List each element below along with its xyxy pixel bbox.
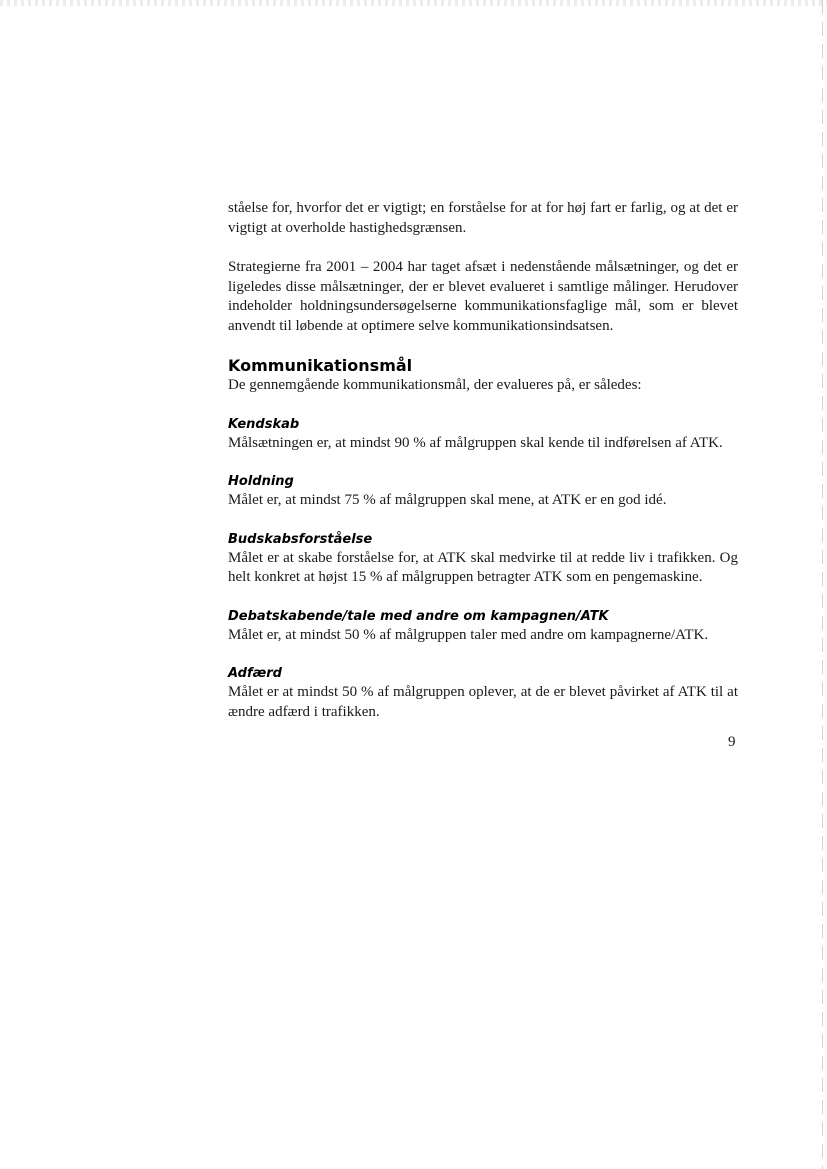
goal-text-budskabsforstaaelse: Målet er at skabe forståelse for, at ATK skal medvirke til at redde liv i trafikken. Og helt konkret at højst 15 % af målgruppen betragter ATK som en pengemaskine. bbox=[228, 549, 738, 585]
goal-title-debatskabende: Debatskabende/tale med andre om kampagnen/ATK bbox=[228, 608, 609, 624]
goal-title-holdning: Holdning bbox=[228, 474, 294, 489]
section-heading: Kommunikationsmål bbox=[228, 356, 413, 375]
goal-text-adfaerd: Målet er at mindst 50 % af målgruppen oplever, at de er blevet påvirket af ATK til at ændre adfærd i trafikken. bbox=[228, 684, 738, 720]
scan-edge-top bbox=[0, 0, 827, 6]
goal-text-debatskabende: Målet er, at mindst 50 % af målgruppen taler med andre om kampagnerne/ATK. bbox=[228, 626, 709, 643]
page-body bbox=[228, 199, 738, 722]
goal-text-kendskab: Målsætningen er, at mindst 90 % af målgruppen skal kende til indførelsen af ATK. bbox=[228, 434, 723, 451]
page-number: 9 bbox=[728, 734, 736, 750]
goal-title-adfaerd: Adfærd bbox=[228, 666, 282, 681]
goal-text-holdning: Målet er, at mindst 75 % af målgruppen skal mene, at ATK er en god idé. bbox=[228, 492, 667, 508]
goal-title-kendskab: Kendskab bbox=[228, 416, 300, 432]
intro-paragraph-1: ståelse for, hvorfor det er vigtigt; en forståelse for at for høj fart er farlig, og at det er vigtigt at overholde hastighedsgrænsen. bbox=[228, 200, 738, 236]
section-lead: De gennemgående kommunikationsmål, der evalueres på, er således: bbox=[228, 377, 642, 393]
scan-edge-right bbox=[822, 0, 823, 1169]
goal-title-budskabsforstaaelse: Budskabsforståelse bbox=[228, 531, 373, 547]
intro-paragraph-2: Strategierne fra 2001 – 2004 har taget afsæt i nedenstående målsætninger, og det er ligeledes disse målsætninger, der er blevet evalueret i samtlige målinger. Herudover indeholder holdningsundersøgelserne kommunikationsfaglige mål, som er blevet anvendt til løbende at optimere selve kommunikationsindsatsen. bbox=[228, 259, 738, 334]
